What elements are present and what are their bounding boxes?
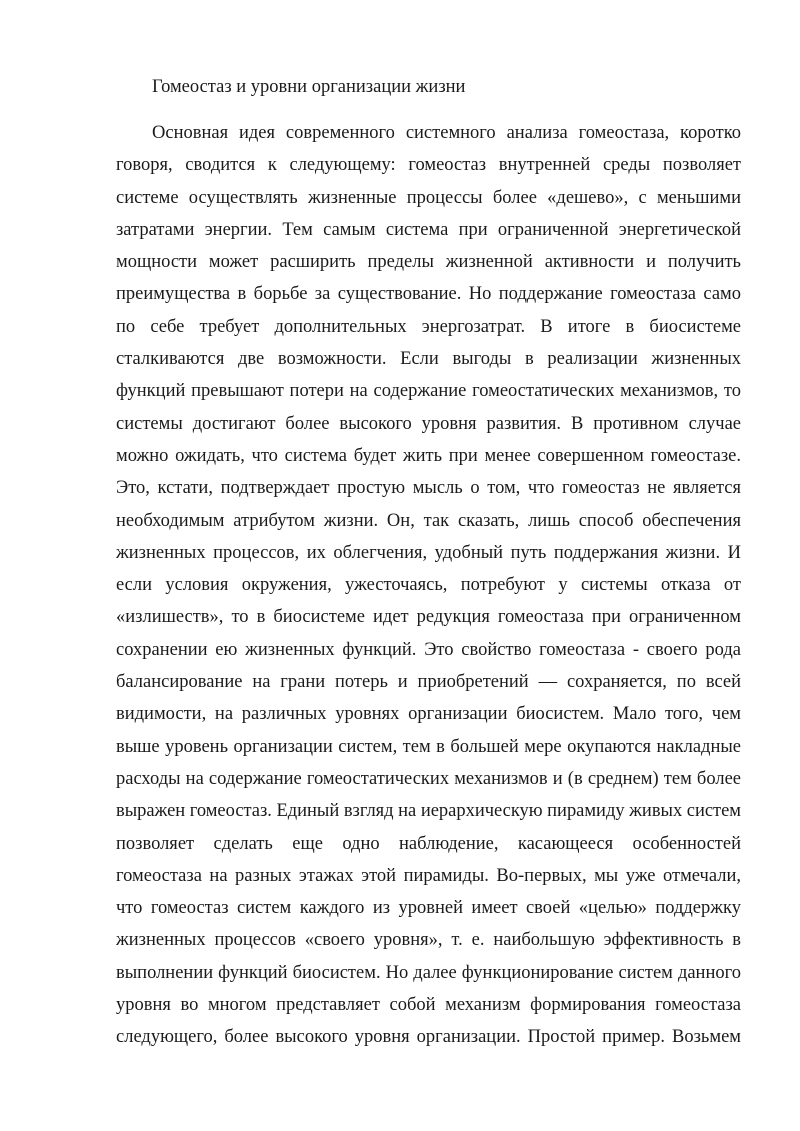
text-line: выполнении функций биосистем. Но далее функционирование систем данного [116, 962, 741, 983]
text-line: Основная идея современного системного анализа гомеостаза, коротко [152, 123, 741, 143]
text-line: выражен гомеостаз. Единый взгляд на иерархическую пирамиду живых систем [116, 801, 741, 822]
text-line: системе осуществлять жизненные процессы более «дешево», с меньшими [116, 187, 741, 208]
text-line: гомеостаза на разных этажах этой пирамиды. Во-первых, мы уже отмечали, [116, 865, 741, 886]
text-line: системы достигают более высокого уровня развития. В противном случае [116, 413, 741, 434]
text-line: позволяет сделать еще одно наблюдение, касающееся особенностей [116, 833, 741, 854]
text-line: говоря, сводится к следующему: гомеостаз внутренней среды позволяет [116, 155, 741, 176]
text-line: сохранении ею жизненных функций. Это свойство гомеостаза - своего рода [116, 639, 741, 660]
text-line: необходимым атрибутом жизни. Он, так сказать, лишь способ обеспечения [116, 510, 741, 531]
text-line: по себе требует дополнительных энергозатрат. В итоге в биосистеме [116, 316, 741, 337]
text-line: «излишеств», то в биосистеме идет редукция гомеостаза при ограниченном [116, 607, 741, 628]
document-title: Гомеостаз и уровни организации жизни [152, 77, 466, 97]
text-line: Это, кстати, подтверждает простую мысль о том, что гомеостаз не является [116, 478, 741, 499]
body-paragraph [116, 117, 741, 1054]
text-line: балансирование на грани потерь и приобретений — сохраняется, по всей [116, 672, 741, 693]
text-line: мощности может расширить пределы жизненной активности и получить [116, 252, 741, 273]
text-line: расходы на содержание гомеостатических механизмов и (в среднем) тем более [116, 768, 741, 789]
text-line: что гомеостаз систем каждого из уровней имеет своей «целью» поддержку [116, 898, 741, 919]
text-line: функций превышают потери на содержание гомеостатических механизмов, то [116, 381, 741, 402]
text-line: затратами энергии. Тем самым система при ограниченной энергетической [116, 219, 741, 240]
text-line: если условия окружения, ужесточаясь, потребуют у системы отказа от [116, 575, 741, 596]
text-line: можно ожидать, что система будет жить при менее совершенном гомеостазе. [116, 445, 741, 466]
text-line: уровня во многом представляет собой механизм формирования гомеостаза [116, 995, 741, 1016]
text-line: видимости, на различных уровнях организации биосистем. Мало того, чем [116, 704, 741, 725]
text-line: выше уровень организации систем, тем в большей мере окупаются накладные [116, 736, 741, 757]
text-line: жизненных процессов, их облегчения, удобный путь поддержания жизни. И [116, 542, 741, 563]
text-line: сталкиваются две возможности. Если выгоды в реализации жизненных [116, 349, 741, 370]
text-line: жизненных процессов «своего уровня», т. е. наибольшую эффективность в [116, 930, 741, 951]
text-line: преимущества в борьбе за существование. Но поддержание гомеостаза само [116, 284, 741, 305]
text-line: следующего, более высокого уровня организации. Простой пример. Возьмем [116, 1027, 741, 1048]
